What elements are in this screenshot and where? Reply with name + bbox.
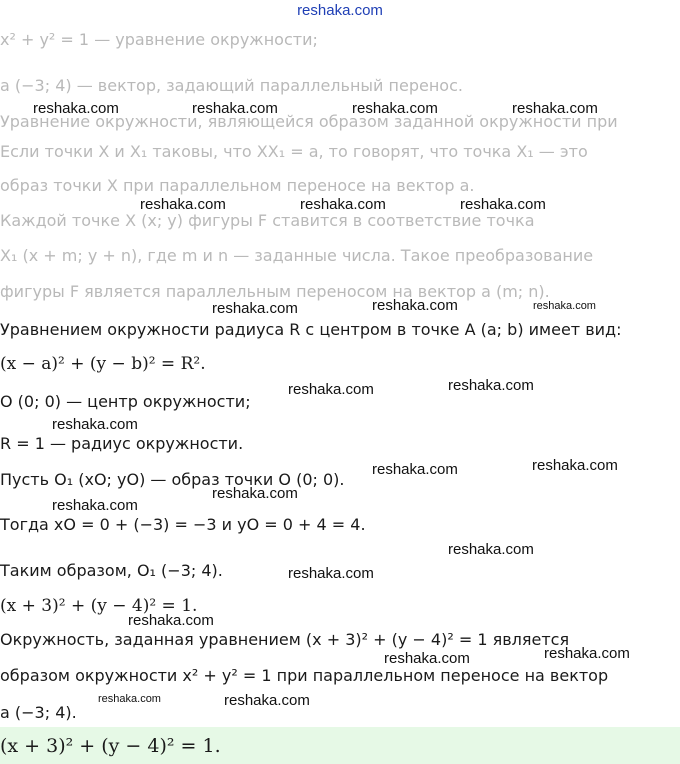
- main-line-10: образом окружности x² + y² = 1 при параллельном переносе на вектор: [0, 666, 609, 685]
- faded-line-2: a (−3; 4) — вектор, задающий параллельный перенос.: [0, 76, 463, 95]
- faded-line-3: Уравнение окружности, являющейся образом заданной окружности при: [0, 112, 618, 131]
- watermark: reshaka.com: [372, 461, 458, 478]
- faded-line-8: фигуры F является параллельным переносом на вектор a (m; n).: [0, 282, 550, 301]
- watermark: reshaka.com: [372, 297, 458, 314]
- watermark: reshaka.com: [140, 196, 226, 213]
- watermark: reshaka.com: [288, 381, 374, 398]
- watermark: reshaka.com: [352, 100, 438, 117]
- watermark: reshaka.com: [52, 416, 138, 433]
- watermark: reshaka.com: [512, 100, 598, 117]
- watermark: reshaka.com: [128, 612, 214, 629]
- site-header[interactable]: reshaka.com: [297, 2, 383, 19]
- main-line-1: Уравнением окружности радиуса R с центром в точке A (a; b) имеет вид:: [0, 320, 622, 339]
- main-line-3: O (0; 0) — центр окружности;: [0, 392, 251, 411]
- faded-line-6: Каждой точке X (x; y) фигуры F ставится в соответствие точка: [0, 211, 535, 230]
- watermark: reshaka.com: [224, 692, 310, 709]
- answer-box: [0, 727, 680, 764]
- watermark: reshaka.com: [300, 196, 386, 213]
- faded-line-1: x² + y² = 1 — уравнение окружности;: [0, 30, 318, 49]
- watermark: reshaka.com: [212, 485, 298, 502]
- watermark: reshaka.com: [33, 100, 119, 117]
- main-line-4: R = 1 — радиус окружности.: [0, 434, 244, 453]
- main-line-11: a (−3; 4).: [0, 703, 77, 722]
- watermark: reshaka.com: [52, 497, 138, 514]
- watermark: reshaka.com: [448, 377, 534, 394]
- faded-line-7: X₁ (x + m; y + n), где m и n — заданные числа. Такое преобразование: [0, 246, 594, 265]
- watermark: reshaka.com: [460, 196, 546, 213]
- watermark: reshaka.com: [384, 650, 470, 667]
- main-line-6: Тогда xO = 0 + (−3) = −3 и yO = 0 + 4 = 4.: [0, 515, 366, 534]
- main-line-9: Окружность, заданная уравнением (x + 3)² + (y − 4)² = 1 является: [0, 630, 570, 649]
- main-line-8: (x + 3)² + (y − 4)² = 1.: [0, 596, 198, 616]
- main-line-5: Пусть O₁ (xO; yO) — образ точки O (0; 0).: [0, 470, 345, 489]
- watermark: reshaka.com: [192, 100, 278, 117]
- faded-line-5: образ точки X при параллельном переносе на вектор a.: [0, 176, 475, 195]
- watermark: reshaka.com: [212, 300, 298, 317]
- watermark: reshaka.com: [98, 693, 161, 705]
- main-line-7: Таким образом, O₁ (−3; 4).: [0, 561, 223, 580]
- watermark: reshaka.com: [448, 541, 534, 558]
- watermark: reshaka.com: [288, 565, 374, 582]
- watermark: reshaka.com: [533, 300, 596, 312]
- watermark: reshaka.com: [532, 457, 618, 474]
- faded-line-4: Если точки X и X₁ таковы, что XX₁ = a, то говорят, что точка X₁ — это: [0, 142, 588, 161]
- watermark: reshaka.com: [544, 645, 630, 662]
- main-line-2: (x − a)² + (y − b)² = R².: [0, 354, 206, 374]
- answer-formula: (x + 3)² + (y − 4)² = 1.: [0, 735, 221, 757]
